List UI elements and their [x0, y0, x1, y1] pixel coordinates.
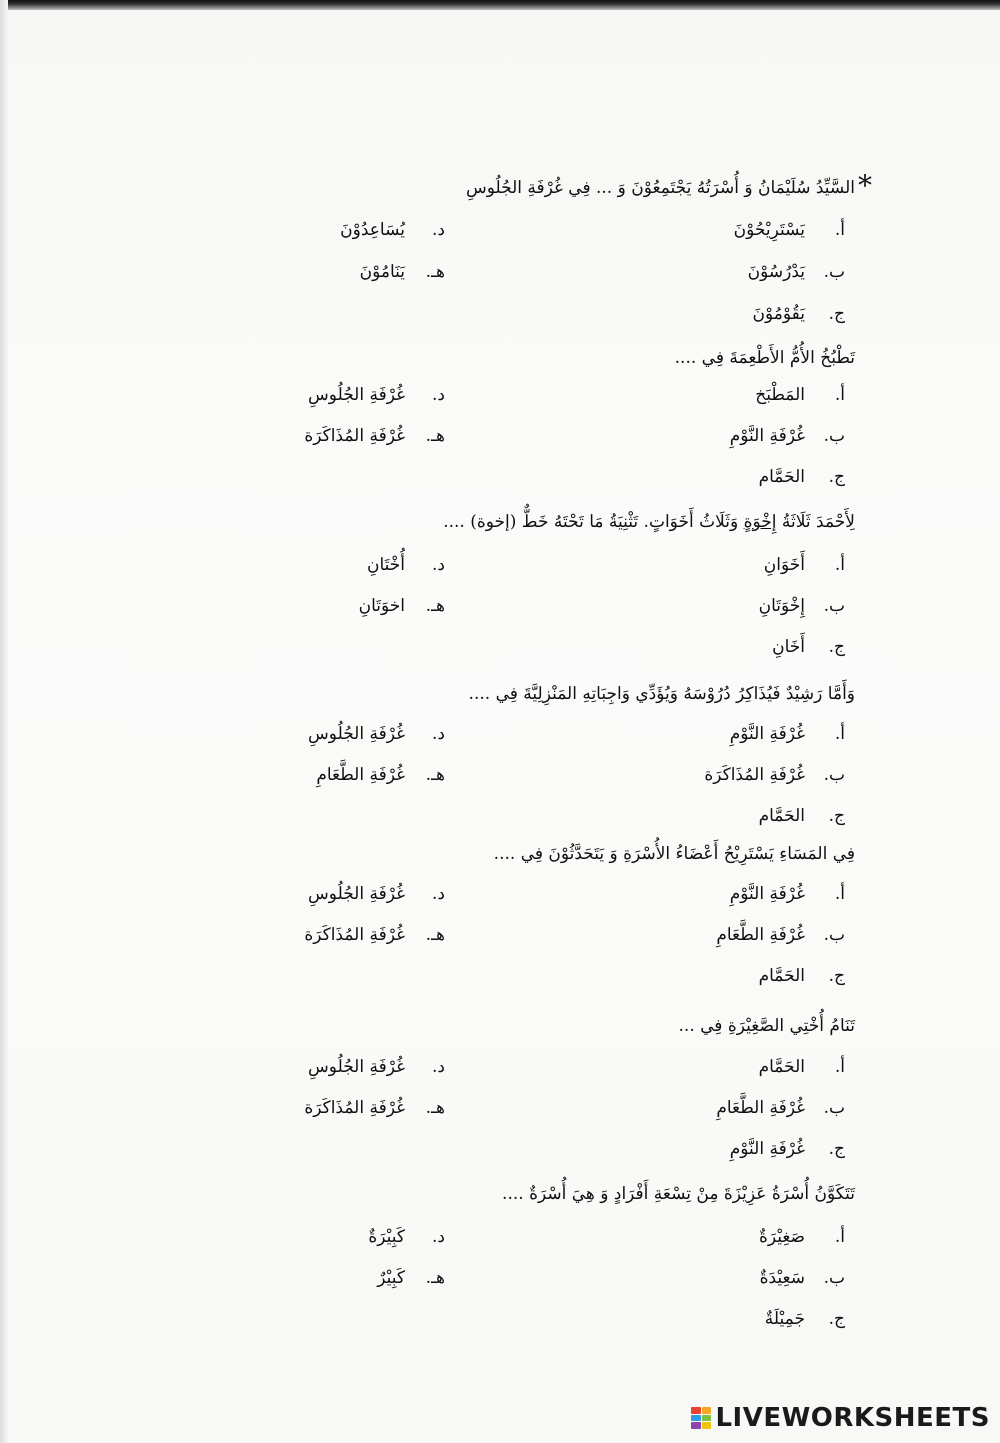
q4-option-d[interactable]: د.غُرْفَةِ الجُلُوسِ: [308, 724, 445, 744]
q5-option-e[interactable]: هـ.غُرْفَةِ المُذَاكَرَة: [304, 925, 445, 945]
q5-option-b[interactable]: ب.غُرْفَةِ الطَّعَامِ: [716, 925, 845, 945]
q1-option-b[interactable]: ب.يَدْرُسُوْنَ: [747, 262, 845, 282]
q1-option-e[interactable]: هـ.يَنَامُوْنَ: [359, 262, 445, 282]
question-1-stem: السَّيِّدُ سُلَيْمَانُ وَ أُسْرَتُهُ يَجْتَمِعُوْنَ وَ ... فِي غُرْفَةِ الجُلُوسِ: [465, 178, 855, 198]
q6-option-e[interactable]: هـ.غُرْفَةِ المُذَاكَرَة: [304, 1098, 445, 1118]
q5-option-a[interactable]: أ.غُرْفَةِ النَّوْمِ: [729, 884, 845, 904]
liveworksheets-logo[interactable]: [691, 1403, 990, 1433]
q2-option-a[interactable]: أ.المَطْبَخ: [755, 385, 845, 405]
q4-option-a[interactable]: أ.غُرْفَةِ النَّوْمِ: [729, 724, 845, 744]
q5-option-d[interactable]: د.غُرْفَةِ الجُلُوسِ: [308, 884, 445, 904]
question-3-stem: لِأَحْمَدَ ثَلَاثَةُ إِخْوَةٍ وَثَلَاثُ أَخَوَاتٍ. تَثْنِيَةُ مَا تَحْتَهُ خَطٌّ (إخوة) ....: [443, 512, 855, 532]
question-marker: *: [858, 169, 872, 202]
q1-option-a[interactable]: أ.يَسْتَرِيْحُوْنَ: [733, 220, 845, 240]
question-7-stem: تَتَكَوَّنُ أُسْرَةُ عَزِيْزَةَ مِنْ تِسْعَةِ أَفْرَادٍ وَ هِيَ أُسْرَةٌ ....: [502, 1184, 855, 1204]
q1-option-c[interactable]: ج.يَقُوْمُوْنَ: [752, 304, 845, 324]
q6-option-b[interactable]: ب.غُرْفَةِ الطَّعَامِ: [716, 1098, 845, 1118]
q7-option-c[interactable]: ج.جَمِيْلَةٌ: [764, 1309, 845, 1329]
liveworksheets-logo-icon: [691, 1407, 711, 1429]
q3-option-a[interactable]: أ.أَخَوَانِ: [763, 555, 845, 575]
q4-option-b[interactable]: ب.غُرْفَةِ المُذَاكَرَة: [704, 765, 845, 785]
q1-option-d[interactable]: د.يُسَاعِدُوْنَ: [340, 220, 445, 240]
q7-option-a[interactable]: أ.صَغِيْرَةٌ: [758, 1227, 845, 1247]
q4-option-e[interactable]: هـ.غُرْفَةِ الطَّعَامِ: [316, 765, 445, 785]
scan-left-edge: [0, 0, 8, 1443]
q2-option-d[interactable]: د.غُرْفَةِ الجُلُوسِ: [308, 385, 445, 405]
scan-top-edge: [0, 0, 1000, 10]
q3-option-d[interactable]: د.أُخْتَانِ: [366, 555, 445, 575]
q4-option-c[interactable]: ج.الحَمَّام: [758, 806, 845, 826]
q3-option-e[interactable]: هـ.اخوَتَانِ: [358, 596, 445, 616]
question-5-stem: فِي المَسَاءِ يَسْتَرِيْحُ أَعْضَاءُ الأُسْرَةِ وَ يَتَحَدَّثُوْنَ فِي ....: [493, 844, 855, 864]
question-2-stem: تَطْبُخُ الأُمُّ الأَطْعِمَةَ فِي ....: [674, 348, 855, 368]
q6-option-d[interactable]: د.غُرْفَةِ الجُلُوسِ: [308, 1057, 445, 1077]
q2-option-b[interactable]: ب.غُرْفَةِ النَّوْمِ: [729, 426, 845, 446]
q7-option-d[interactable]: د.كَبِيْرَةٌ: [368, 1227, 445, 1247]
underlined-word: إِخْوَةٍ: [743, 512, 777, 532]
q3-option-c[interactable]: ج.أَخَانِ: [772, 637, 845, 657]
q2-option-e[interactable]: هـ.غُرْفَةِ المُذَاكَرَة: [304, 426, 445, 446]
q2-option-c[interactable]: ج.الحَمَّام: [758, 467, 845, 487]
q5-option-c[interactable]: ج.الحَمَّام: [758, 966, 845, 986]
q7-option-b[interactable]: ب.سَعِيْدَةٌ: [759, 1268, 845, 1288]
q6-option-c[interactable]: ج.غُرْفَةِ النَّوْمِ: [729, 1139, 845, 1159]
q6-option-a[interactable]: أ.الحَمَّام: [758, 1057, 845, 1077]
brand-name: LIVEWORKSHEETS: [715, 1403, 990, 1433]
question-4-stem: وَأَمَّا رَشِيْدٌ فَيُذَاكِرُ دُرُوْسَهُ وَيُؤَدِّي وَاجِبَاتِهِ المَنْزِلِيَّةَ فِي ....: [468, 684, 855, 704]
q7-option-e[interactable]: هـ.كَبِيْرٌ: [377, 1268, 445, 1288]
q3-option-b[interactable]: ب.إِخْوَتَانِ: [758, 596, 845, 616]
question-6-stem: تَنَامُ أُخْتِي الصَّغِيْرَةِ فِي ...: [678, 1016, 855, 1036]
